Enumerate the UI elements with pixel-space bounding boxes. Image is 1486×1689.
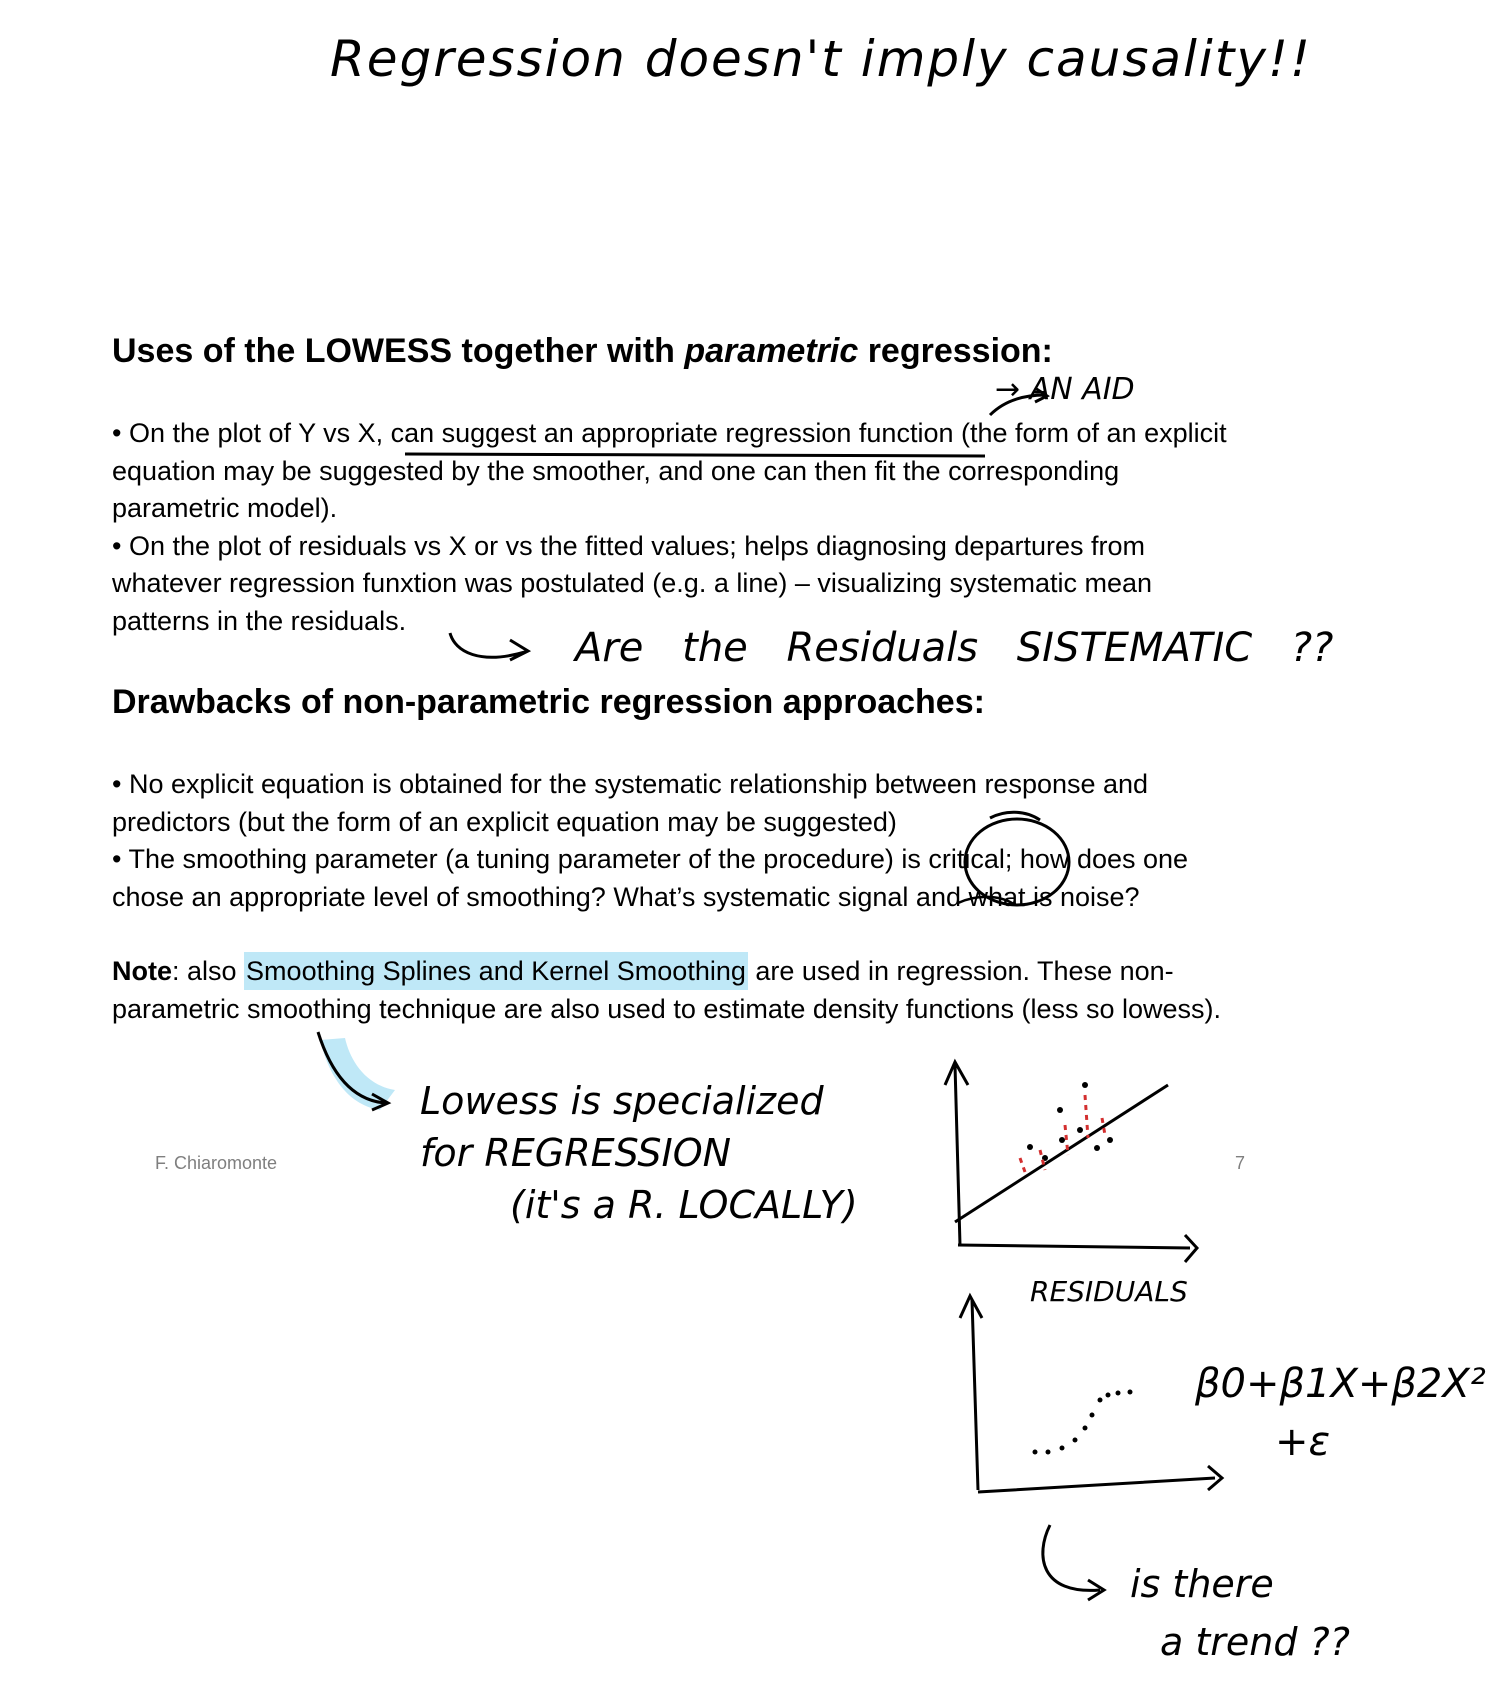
drawback1-line2: predictors (but the form of an explicit equation may be suggested) bbox=[112, 806, 897, 837]
arrow-to-an-aid bbox=[990, 388, 1047, 415]
sketch2-points bbox=[1033, 1390, 1133, 1455]
heading1-text-post: regression: bbox=[858, 332, 1053, 370]
bullet1-line1-post: (the form of an explicit bbox=[953, 418, 1227, 448]
highlighted-phrase: Smoothing Splines and Kernel Smoothing bbox=[244, 952, 748, 990]
handwritten-title: Regression doesn't imply causality!! bbox=[330, 30, 1313, 88]
model-line1: β0+β1X+β2X² bbox=[1195, 1361, 1486, 1407]
annotation-residuals-systematic: Are the Residuals SISTEMATIC ?? bbox=[575, 625, 1334, 671]
trend-line1: is there bbox=[1130, 1562, 1274, 1606]
note-line1-post: are used in regression. These non- bbox=[747, 956, 1174, 986]
heading1-text-pre: Uses of the LOWESS together with bbox=[112, 332, 685, 370]
lowess-note-line2: for REGRESSION bbox=[420, 1131, 732, 1175]
arrow-residuals-question bbox=[450, 633, 528, 660]
annotation-an-aid: → AN AID bbox=[995, 372, 1135, 407]
sketch2-y-axis bbox=[960, 1296, 982, 1490]
trend-line2: a trend ?? bbox=[1160, 1620, 1350, 1664]
bullet1-line2: equation may be suggested by the smoother, and one can then fit the corresponding bbox=[112, 455, 1120, 486]
sketch-residuals-plot bbox=[960, 1296, 1222, 1492]
heading-drawbacks: Drawbacks of non-parametric regression approaches: bbox=[112, 683, 985, 721]
sketch-label-residuals: RESIDUALS bbox=[1030, 1275, 1188, 1308]
circled-word: critical; bbox=[928, 844, 1013, 874]
bullet2-line1: • On the plot of residuals vs X or vs the fitted values; helps diagnosing departures from bbox=[112, 530, 1146, 561]
drawback1-line1: • No explicit equation is obtained for the systematic relationship between response and bbox=[112, 769, 1149, 799]
circle-critical bbox=[965, 819, 1069, 905]
footer-author: F. Chiaromonte bbox=[155, 1153, 278, 1173]
model-line2: +ε bbox=[1275, 1419, 1331, 1465]
lowess-note-line3: (it's a R. LOCALLY) bbox=[510, 1183, 858, 1227]
underlined-phrase: can suggest an appropriate regression function bbox=[390, 418, 954, 448]
note-line2: parametric smoothing technique are also used to estimate density functions (less so lowess). bbox=[112, 993, 1222, 1024]
heading1-text-italic: parametric bbox=[684, 332, 859, 370]
underline-stroke bbox=[405, 454, 985, 456]
drawback2-line2: chose an appropriate level of smoothing? What’s systematic signal and what is noise? bbox=[112, 881, 1140, 912]
lowess-note-line1: Lowess is specialized bbox=[420, 1079, 824, 1123]
bullet1-line1-pre: • On the plot of Y vs X, bbox=[112, 418, 391, 448]
arrow-trend-question bbox=[1043, 1525, 1104, 1600]
bullet1-line3: parametric model). bbox=[112, 493, 338, 523]
sketch2-x-axis bbox=[978, 1466, 1222, 1492]
sketch1-x-axis bbox=[958, 1235, 1197, 1262]
footer-page-number: 7 bbox=[1235, 1153, 1246, 1173]
drawback2-line1-pre: • The smoothing parameter (a tuning parameter of the procedure) is bbox=[112, 844, 929, 874]
note-line1-pre: : also bbox=[172, 956, 245, 986]
drawback2-line1-post: how does one bbox=[1012, 844, 1189, 874]
bullet2-line2: whatever regression funxtion was postulated (e.g. a line) – visualizing systematic mean bbox=[112, 568, 1153, 598]
sketch1-fit-line bbox=[955, 1085, 1168, 1222]
bullet2-line3: patterns in the residuals. bbox=[112, 605, 407, 636]
sketch-scatter-plot bbox=[945, 1062, 1197, 1262]
note-label: Note bbox=[112, 956, 172, 986]
